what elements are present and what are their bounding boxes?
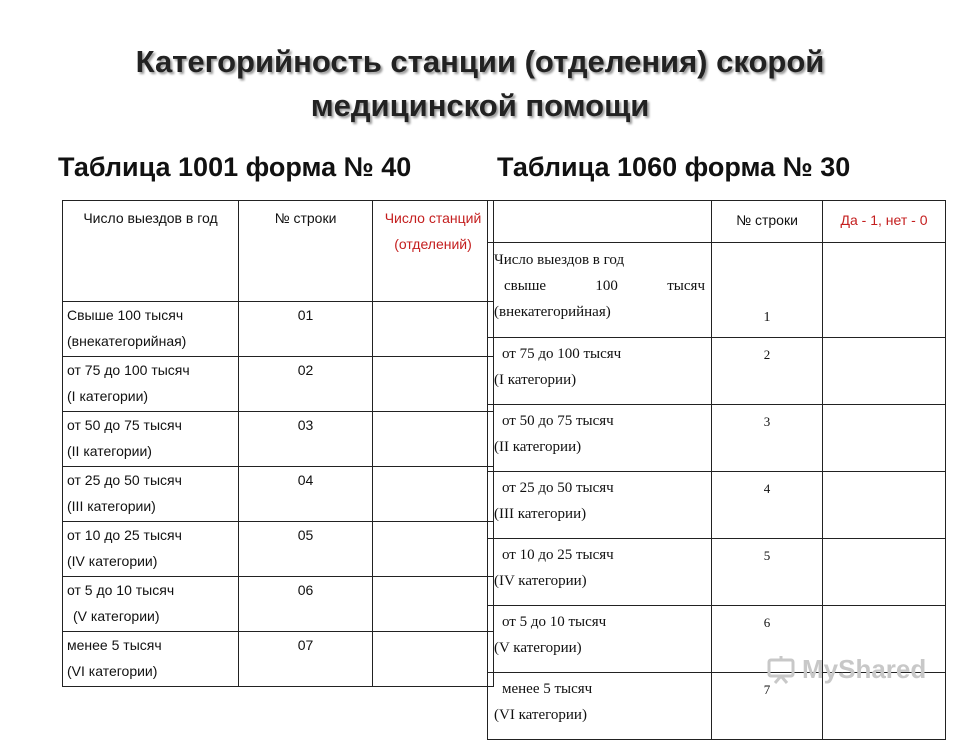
category-label: (внекатегорийная): [67, 333, 187, 349]
category-label: (V категории): [494, 640, 582, 656]
title-line-1: Категорийность станции (отделения) скорой: [135, 44, 825, 79]
table-row: [63, 412, 494, 467]
category-cell: [63, 577, 239, 632]
table-row: [488, 405, 946, 472]
category-label: (II категории): [67, 443, 152, 459]
trips-label: Число выездов в год: [494, 252, 625, 268]
station-count-cell[interactable]: [373, 412, 494, 467]
presentation-board-icon: [766, 655, 796, 685]
title-line-2: медицинской помощи: [310, 88, 650, 123]
category-label: (I категории): [67, 388, 149, 404]
header-row-number: № строки: [239, 201, 373, 302]
range-number: 100: [595, 278, 618, 294]
category-range: Свыше 100 тысяч: [67, 307, 184, 323]
category-range: от 75 до 100 тысяч: [502, 346, 622, 362]
category-label: (III категории): [67, 498, 156, 514]
row-number-cell: 01: [239, 302, 373, 357]
table-row: [488, 338, 946, 405]
table-row: [63, 357, 494, 412]
form-40-table: [62, 200, 494, 687]
table-row: [488, 472, 946, 539]
category-cell: [63, 302, 239, 357]
range-word-thousand: тысяч: [667, 278, 705, 294]
category-label: (внекатегорийная): [494, 304, 611, 320]
row-number-cell: 05: [239, 522, 373, 577]
category-cell: [63, 412, 239, 467]
header-yes-no: Да - 1, нет - 0: [823, 201, 946, 243]
right-table-caption: Таблица 1060 форма № 30: [497, 152, 851, 182]
category-cell: [63, 357, 239, 412]
station-count-cell[interactable]: [373, 357, 494, 412]
table-row: [63, 577, 494, 632]
yes-no-cell[interactable]: [823, 243, 946, 338]
yes-no-cell[interactable]: [823, 405, 946, 472]
station-count-cell[interactable]: [373, 467, 494, 522]
category-range: от 5 до 10 тысяч: [502, 614, 607, 630]
category-cell: [488, 539, 712, 606]
myshared-watermark: [766, 654, 926, 685]
table-row: [63, 632, 494, 687]
header-empty: [488, 201, 712, 243]
station-count-cell[interactable]: [373, 522, 494, 577]
station-count-cell[interactable]: [373, 302, 494, 357]
station-count-cell[interactable]: [373, 577, 494, 632]
table-header-row: [488, 201, 946, 243]
category-cell: [63, 632, 239, 687]
yes-no-cell[interactable]: [823, 338, 946, 405]
header-trips-per-year: Число выездов в год: [63, 201, 239, 302]
row-number-cell: 3: [712, 405, 823, 472]
category-label: (III категории): [494, 506, 587, 522]
category-range: от 25 до 50 тысяч: [67, 472, 182, 488]
station-count-cell[interactable]: [373, 632, 494, 687]
table-row: [63, 522, 494, 577]
category-range: менее 5 тысяч: [67, 637, 162, 653]
category-range: от 5 до 10 тысяч: [67, 582, 175, 598]
category-label: (V категории): [73, 608, 160, 624]
category-range: от 10 до 25 тысяч: [502, 547, 614, 563]
category-range: от 75 до 100 тысяч: [67, 362, 190, 378]
category-cell: [488, 405, 712, 472]
table-row: [63, 302, 494, 357]
category-cell: [488, 673, 712, 740]
row-number-cell: 02: [239, 357, 373, 412]
row-number-cell: 2: [712, 338, 823, 405]
row-number-cell: 07: [239, 632, 373, 687]
category-range: [494, 273, 705, 299]
category-range: от 25 до 50 тысяч: [502, 480, 614, 496]
category-label: (IV категории): [67, 553, 158, 569]
row-number-cell: 1: [712, 243, 823, 338]
category-cell: [488, 338, 712, 405]
category-range: менее 5 тысяч: [502, 681, 593, 697]
category-cell: [63, 467, 239, 522]
left-table-caption: Таблица 1001 форма № 40: [58, 152, 412, 182]
page-title: [0, 40, 960, 128]
watermark-text: MyShared: [802, 654, 927, 684]
row-number-cell: 6: [712, 606, 823, 673]
category-range: от 50 до 75 тысяч: [67, 417, 182, 433]
table-header-row: [63, 201, 494, 302]
header-row-number: № строки: [712, 201, 823, 243]
range-word-over: свыше: [504, 278, 547, 294]
category-cell: [488, 243, 712, 338]
category-range: от 50 до 75 тысяч: [502, 413, 614, 429]
category-label: (II категории): [494, 439, 582, 455]
row-number-cell: 04: [239, 467, 373, 522]
category-label: (I категории): [494, 372, 577, 388]
category-cell: [488, 472, 712, 539]
category-label: (VI категории): [67, 663, 158, 679]
yes-no-cell[interactable]: [823, 472, 946, 539]
category-label: (IV категории): [494, 573, 587, 589]
yes-no-cell[interactable]: [823, 539, 946, 606]
table-row: [488, 539, 946, 606]
table-row: [63, 467, 494, 522]
row-number-cell: 7: [712, 673, 823, 740]
row-number-cell: 06: [239, 577, 373, 632]
header-station-count: Число станций (отделений): [373, 201, 494, 302]
category-cell: [63, 522, 239, 577]
row-number-cell: 03: [239, 412, 373, 467]
row-number-cell: 5: [712, 539, 823, 606]
category-range: от 10 до 25 тысяч: [67, 527, 182, 543]
row-number-cell: 4: [712, 472, 823, 539]
category-cell: [488, 606, 712, 673]
table-row: [488, 243, 946, 338]
category-label: (VI категории): [494, 707, 587, 723]
